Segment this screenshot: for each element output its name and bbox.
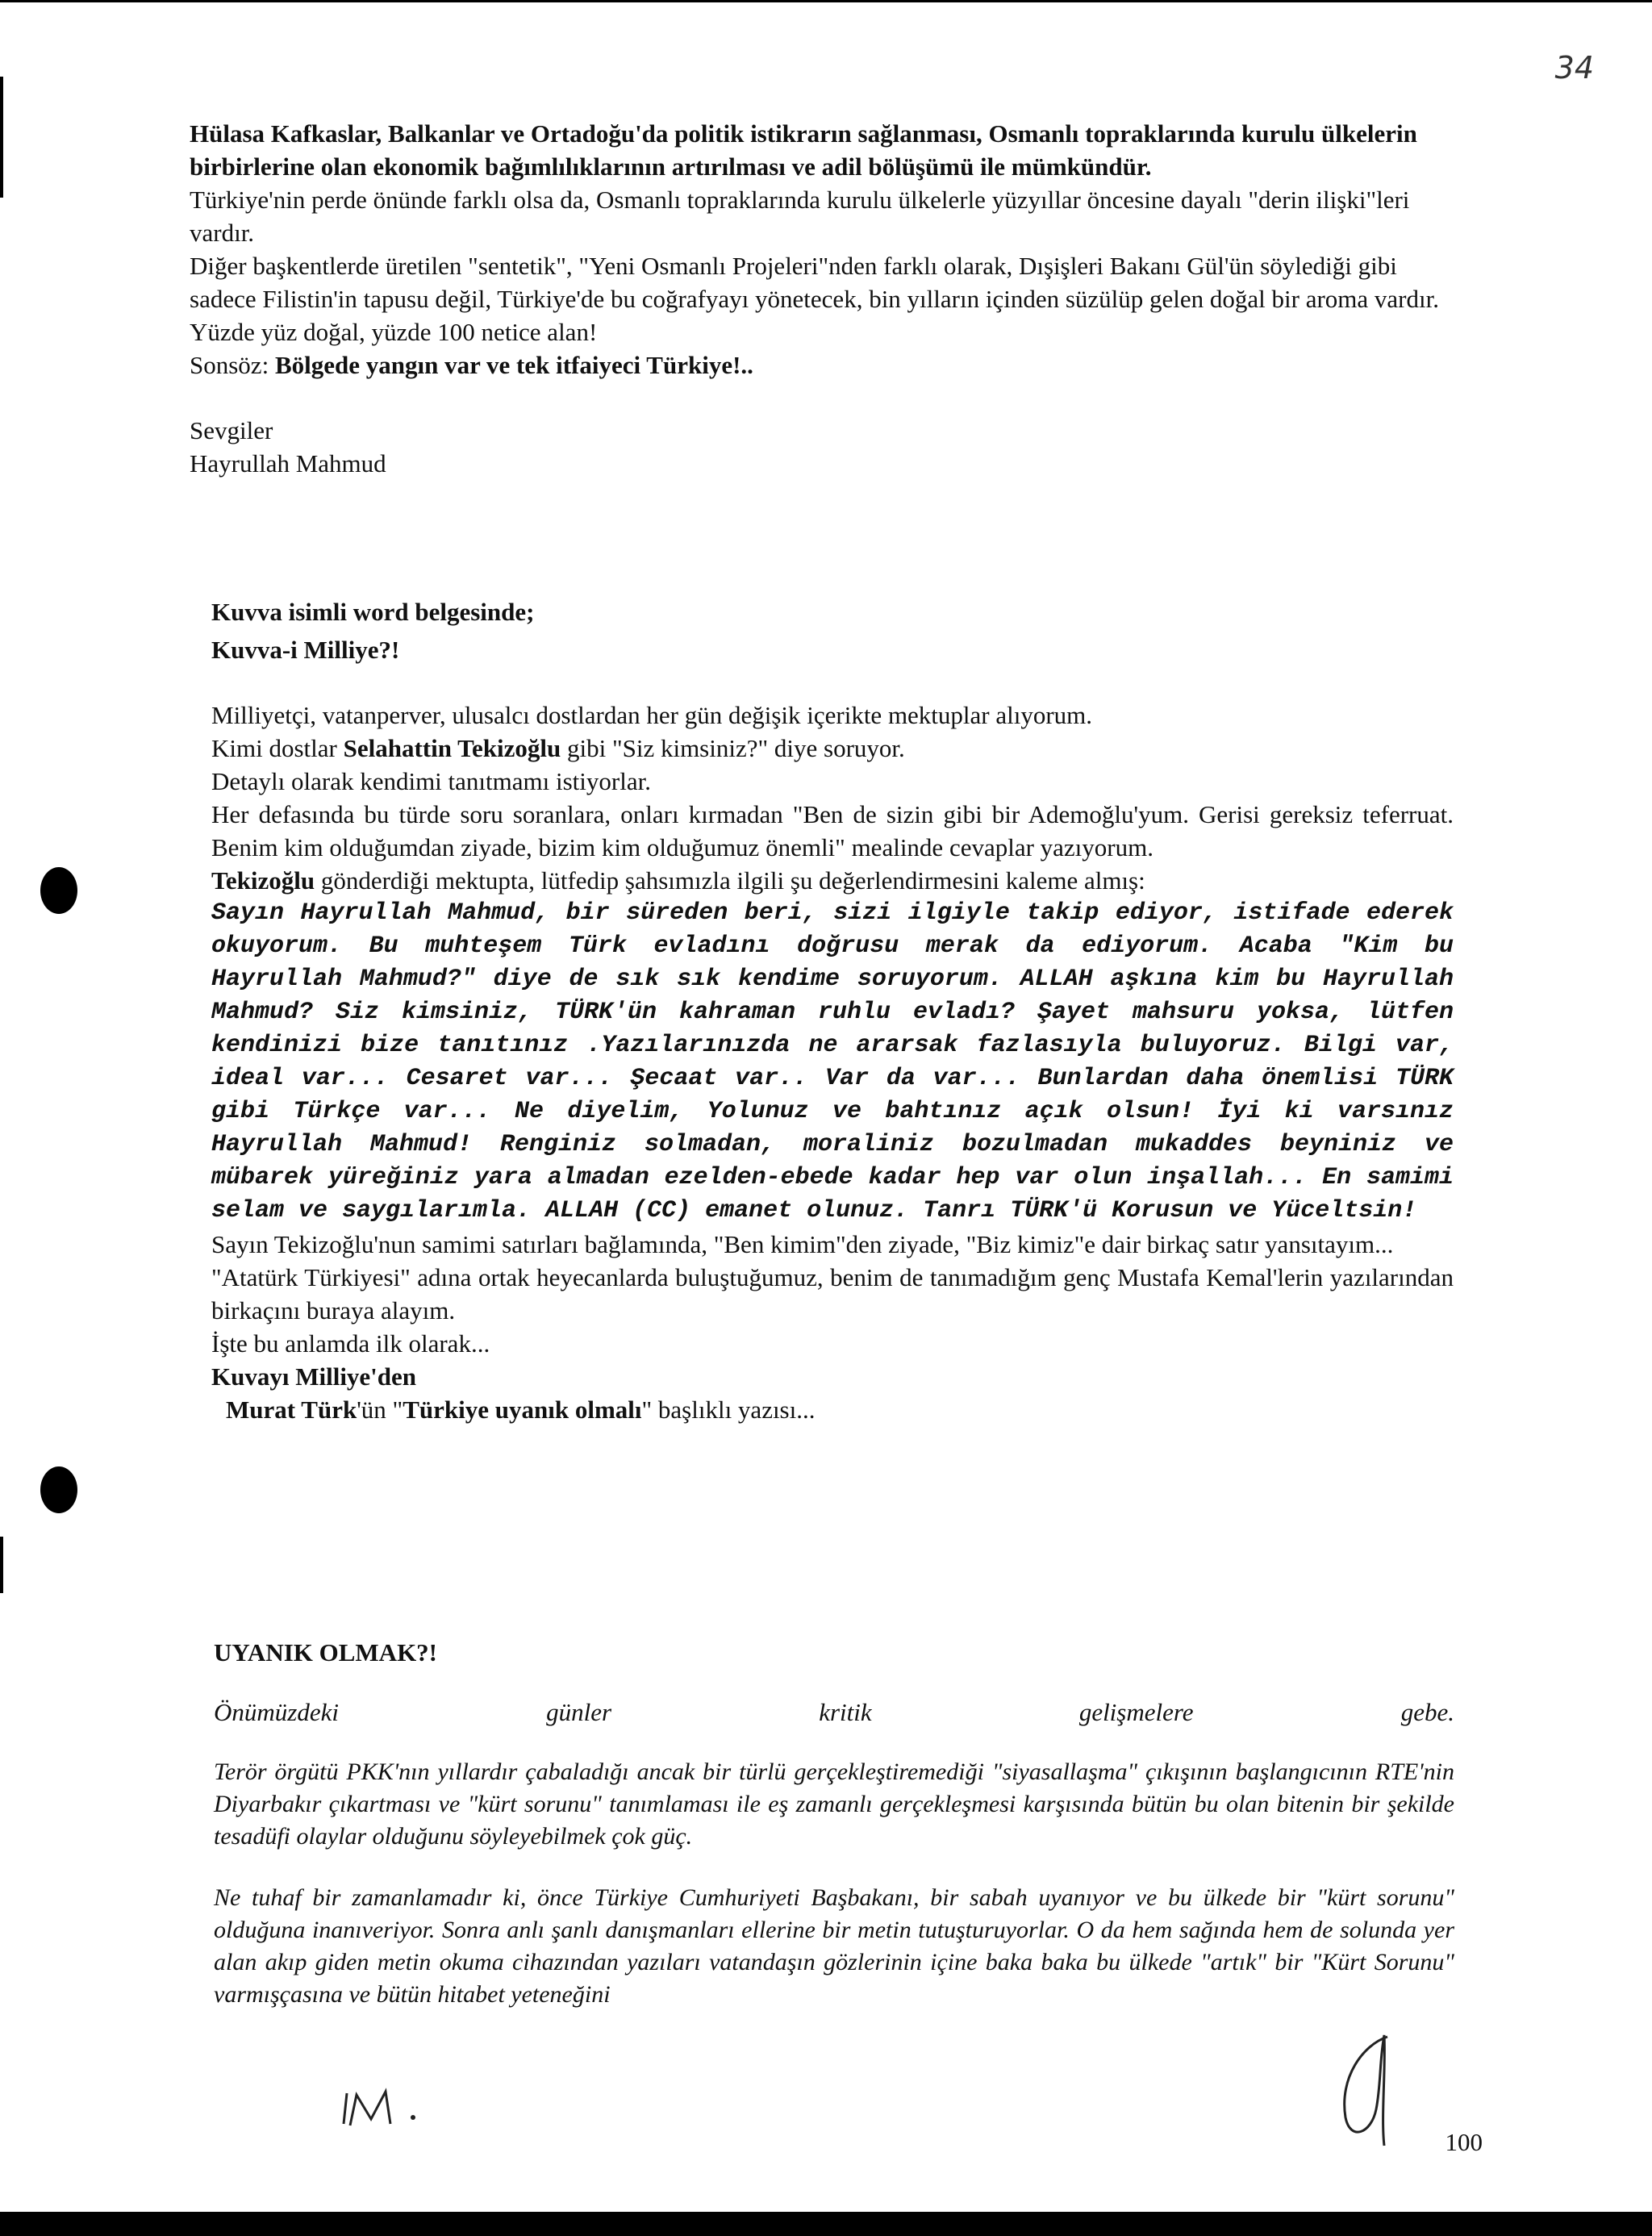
section-paragraph-2 bbox=[211, 732, 1454, 765]
section-paragraph-7: "Atatürk Türkiyesi" adına ortak heyecanlarda buluştuğumuz, benim de tanımadığım genç Mustafa Kemal'lerin yazılarından birkaçını buraya alayım. bbox=[211, 1263, 1454, 1324]
intro-paragraph-1: Türkiye'nin perde önünde farklı olsa da, Osmanlı topraklarında kurulu ülkelerle yüzyıllar öncesine dayalı "derin ilişki"leri vardır. bbox=[190, 186, 1410, 247]
p5-rest: gönderdiği mektupta, lütfedip şahsımızla ilgili şu değerlendirmesini kaleme almış: bbox=[315, 866, 1145, 895]
section-block bbox=[211, 595, 1454, 1426]
article-block bbox=[214, 1636, 1454, 2011]
intro-block bbox=[190, 117, 1468, 480]
author-name: Hayrullah Mahmud bbox=[190, 449, 386, 478]
p5-name-bold: Tekizoğlu bbox=[211, 866, 315, 895]
section-paragraph-3: Detaylı olarak kendimi tanıtmamı istiyorlar. bbox=[211, 767, 651, 795]
intro-paragraph-4 bbox=[190, 348, 1468, 382]
punch-hole-upper bbox=[40, 867, 77, 914]
section-paragraph-1: Milliyetçi, vatanperver, ulusalcı dostlardan her gün değişik içerikte mektuplar alıyorum. bbox=[211, 701, 1093, 729]
article-paragraph-1: Terör örgütü PKK'nın yıllardır çabaladığı ancak bir türlü gerçekleştiremediği "siyasallaşma" çıkışının başlangıcının RTE'nin Diyarbakır çıkartması ve "kürt sorunu" tanımlaması ile eş zamanlı gerçekleşmesi karşısında bütün bu olan bitenin bir şekilde tesadüfi olaylar olduğunu söyleyebilmek çok güç. bbox=[214, 1758, 1454, 1850]
intro-paragraph-2: Diğer başkentlerde üretilen "sentetik", "Yeni Osmanlı Projeleri"nden farklı olarak, Dışişleri Bakanı Gül'ün söylediği gibi sadece Filistin'in tapusu değil, Türkiye'de bu coğrafyayı yönetecek, bin yılların içinden süzülüp gelen doğal bir aroma vardır. bbox=[190, 252, 1439, 313]
article-spread-line bbox=[214, 1698, 1454, 1727]
section-paragraph-9: Kuvayı Milliye'den bbox=[211, 1362, 417, 1391]
letter-quote: Sayın Hayrullah Mahmud, bir süreden beri, sizi ilgiyle takip ediyor, istifade ederek okuyorum. Bu muhteşem Türk evladını doğrusu merak da ediyorum. Acaba "Kim bu Hayrullah Mahmud?" diye de sık sık kendime soruyorum. ALLAH aşkına kim bu Hayrullah Mahmud? Siz kimsiniz, TÜRK'ün kahraman ruhlu evladı? Şayet mahsuru yoksa, lütfen kendinizi bize tanıtınız .Yazılarınızda ne ararsak fazlasıyla buluyoruz. Bilgi var, ideal var... Cesaret var... Şecaat var.. Var da var... Bunlardan daha önemlisi TÜRK gibi Türkçe var... Ne diyelim, Yolunuz ve bahtınız açık olsun! İyi ki varsınız Hayrullah Mahmud! Renginiz solmadan, moraliniz bozulmadan mukaddes beyniniz ve mübarek yüreğiniz yara almadan ezelden-ebede kadar hep var olun inşallah... En samimi selam ve saygılarımla. ALLAH (CC) emanet olunuz. Tanrı TÜRK'ü Korusun ve Yüceltsin! bbox=[211, 899, 1454, 1224]
p2-part-b: gibi "Siz kimsiniz?" diye soruyor. bbox=[561, 734, 905, 762]
intro-bold-lead: Hülasa Kafkaslar, Balkanlar ve Ortadoğu'da politik istikrarın sağlanması, Osmanlı topraklarında kurulu ülkelerin birbirlerine olan ekonomik bağımlılıklarının artırılması ve adil bölüşümü ile mümkündür. bbox=[190, 119, 1417, 181]
closing-text: Sevgiler bbox=[190, 416, 273, 444]
handwritten-page-number: 34 bbox=[1554, 50, 1594, 86]
p10-part-b: " başlıklı yazısı... bbox=[641, 1395, 816, 1424]
article-paragraph-2: Ne tuhaf bir zamanlamadır ki, önce Türkiye Cumhuriyeti Başbakanı, bir sabah uyanıyor ve bu ülkede bir "kürt sorunu" olduğuna inanıveriyor. Sonra anlı şanlı danışmanları ellerine bir metin tutuşturuyorlar. O da hem sağında hem de solunda yer alan akıp giden metin okuma cihazından yazıları vatandaşın gözlerinin içine baka baka bu ülkede "artık" bir "Kürt Sorunu" varmışçasına ve bütün hitabet yeteneğini bbox=[214, 1884, 1454, 2008]
section-heading-1: Kuvva isimli word belgesinde; bbox=[211, 598, 535, 626]
initials-signature bbox=[339, 2077, 428, 2134]
article-title: UYANIK OLMAK?! bbox=[214, 1638, 438, 1667]
spread-word-1: Önümüzdeki bbox=[214, 1698, 339, 1726]
section-heading-2: Kuvva-i Milliye?! bbox=[211, 636, 400, 664]
spread-word-3: kritik bbox=[819, 1698, 872, 1726]
section-paragraph-8: İşte bu anlamda ilk olarak... bbox=[211, 1329, 490, 1358]
scan-top-edge bbox=[0, 0, 1652, 2]
handwritten-signature bbox=[1331, 2029, 1404, 2150]
spread-word-2: günler bbox=[546, 1698, 612, 1726]
p10-author-bold: Murat Türk bbox=[226, 1395, 357, 1424]
p2-name-bold: Selahattin Tekizoğlu bbox=[343, 734, 561, 762]
p10-part-a: 'ün " bbox=[357, 1395, 403, 1424]
sonsoz-label: Sonsöz: bbox=[190, 351, 275, 379]
page-number: 100 bbox=[1445, 2128, 1483, 2156]
scan-left-edge-lower bbox=[0, 1537, 3, 1593]
spread-word-5: gebe. bbox=[1400, 1698, 1454, 1726]
sonsoz-bold: Bölgede yangın var ve tek itfaiyeci Türkiye!.. bbox=[274, 351, 753, 379]
section-paragraph-4: Her defasında bu türde soru soranlara, onları kırmadan "Ben de sizin gibi bir Ademoğlu'yum. Gerisi gereksiz teferruat. Benim kim olduğumdan ziyade, bizim kim olduğumuz önemli" mealinde cevaplar yazıyorum. bbox=[211, 800, 1454, 861]
section-paragraph-10 bbox=[211, 1393, 1454, 1426]
punch-hole-lower bbox=[40, 1466, 77, 1513]
scan-bottom-edge bbox=[0, 2212, 1652, 2236]
section-paragraph-6: Sayın Tekizoğlu'nun samimi satırları bağlamında, "Ben kimim"den ziyade, "Biz kimiz"e dair birkaç satır yansıtayım... bbox=[211, 1230, 1394, 1258]
spread-word-4: gelişmelere bbox=[1078, 1698, 1194, 1726]
scan-left-edge bbox=[0, 77, 3, 198]
p10-title-bold: Türkiye uyanık olmalı bbox=[403, 1395, 642, 1424]
section-paragraph-5 bbox=[211, 864, 1454, 897]
intro-paragraph-3: Yüzde yüz doğal, yüzde 100 netice alan! bbox=[190, 318, 598, 346]
p2-part-a: Kimi dostlar bbox=[211, 734, 344, 762]
